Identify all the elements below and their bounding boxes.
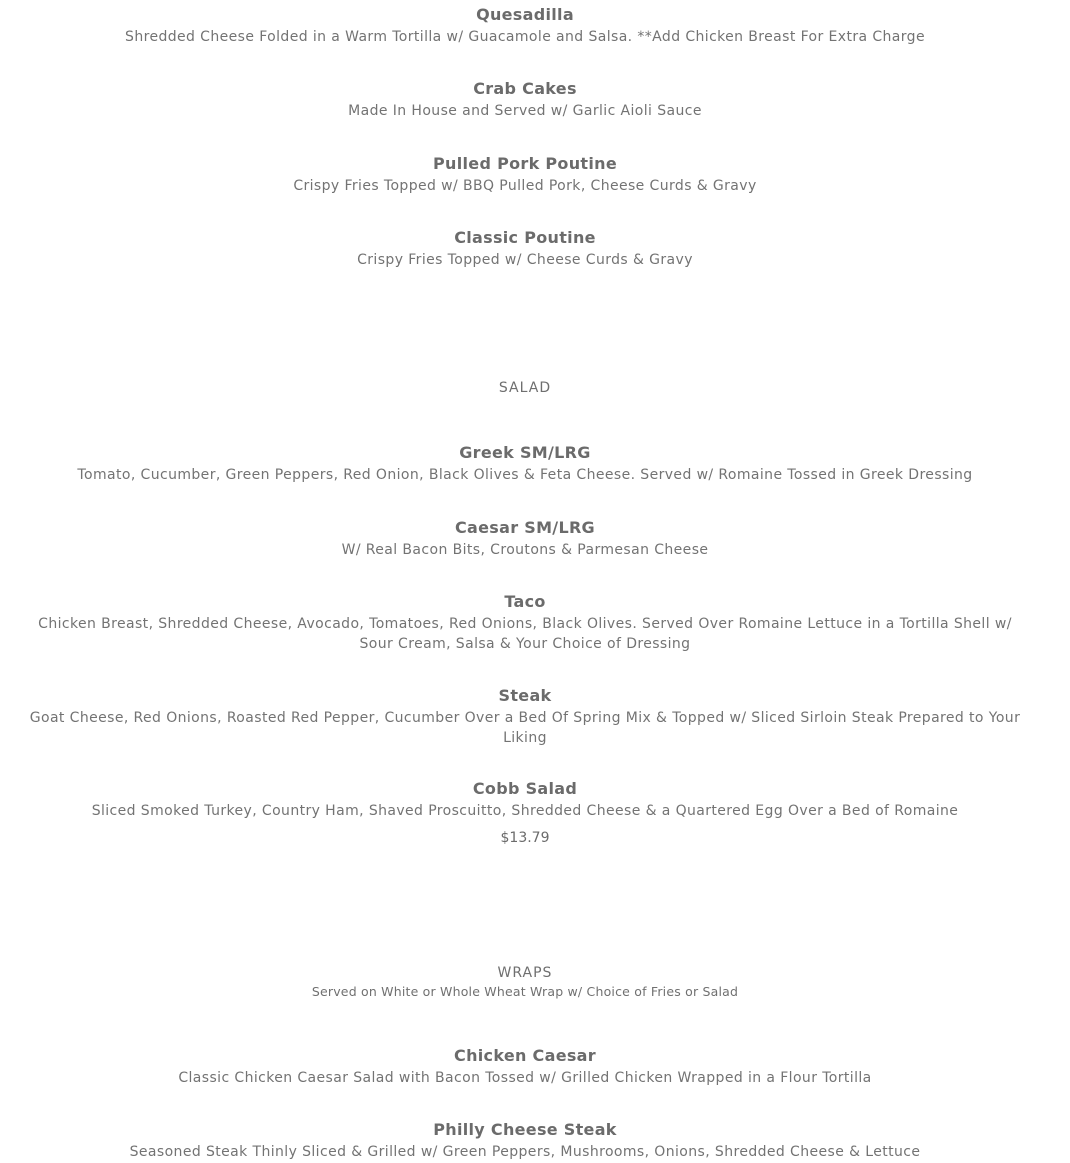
item-name: Classic Poutine [454,228,596,247]
item-name: Chicken Caesar [454,1046,596,1065]
item-name: Caesar SM/LRG [454,518,595,537]
menu-item-chicken-caesar [0,1045,1050,1089]
menu-item-classic-poutine [0,227,1050,271]
item-name: Greek SM/LRG [459,443,591,462]
item-name: Steak [498,686,552,705]
item-description: Classic Chicken Caesar Salad with Bacon Tossed w/ Grilled Chicken Wrapped in a Flour Tortilla [178,1070,872,1086]
item-name: Cobb Salad [472,779,578,798]
item-name: Quesadilla [476,5,574,24]
item-name: Pulled Pork Poutine [433,154,617,173]
item-description: Crispy Fries Topped w/ BBQ Pulled Pork, Cheese Curds & Gravy [293,178,757,194]
item-description: Crispy Fries Topped w/ Cheese Curds & Gravy [357,252,693,268]
section-title-wraps: WRAPS [497,965,553,981]
menu-item-taco [0,591,1050,654]
item-price: $13.79 [500,829,550,846]
item-description: Sliced Smoked Turkey, Country Ham, Shaved Proscuitto, Shredded Cheese & a Quartered Egg Over a Bed of Romaine [91,803,959,819]
menu-item-steak [0,685,1050,748]
menu-item-pulled-pork-poutine [0,153,1050,197]
item-name: Crab Cakes [473,79,577,98]
section-subtitle-wraps: Served on White or Whole Wheat Wrap w/ Choice of Fries or Salad [311,984,739,999]
item-description: W/ Real Bacon Bits, Croutons & Parmesan Cheese [341,542,709,558]
item-description: Goat Cheese, Red Onions, Roasted Red Pepper, Cucumber Over a Bed Of Spring Mix & Topped w/ Sliced Sirloin Steak Prepared to Your Liking [29,710,1021,746]
menu-item-cobb-salad [0,778,1050,848]
item-name: Philly Cheese Steak [433,1120,617,1139]
section-title-salad: SALAD [498,380,552,396]
item-name: Taco [504,592,546,611]
item-description: Made In House and Served w/ Garlic Aioli Sauce [348,103,702,119]
item-description: Chicken Breast, Shredded Cheese, Avocado, Tomatoes, Red Onions, Black Olives. Served Over Romaine Lettuce in a Tortilla Shell w/ Sour Cream, Salsa & Your Choice of Dressing [38,616,1012,652]
menu-item-philly-cheese-steak [0,1119,1050,1163]
menu-item-caesar [0,517,1050,561]
item-description: Seasoned Steak Thinly Sliced & Grilled w/ Green Peppers, Mushrooms, Onions, Shredded Cheese & Lettuce [129,1144,921,1160]
item-description: Tomato, Cucumber, Green Peppers, Red Onion, Black Olives & Feta Cheese. Served w/ Romaine Tossed in Greek Dressing [77,467,973,483]
item-description: Shredded Cheese Folded in a Warm Tortilla w/ Guacamole and Salsa. **Add Chicken Breast For Extra Charge [125,29,925,45]
menu-item-quesadilla [0,4,1050,48]
menu-item-greek [0,442,1050,486]
menu-item-crab-cakes [0,78,1050,122]
